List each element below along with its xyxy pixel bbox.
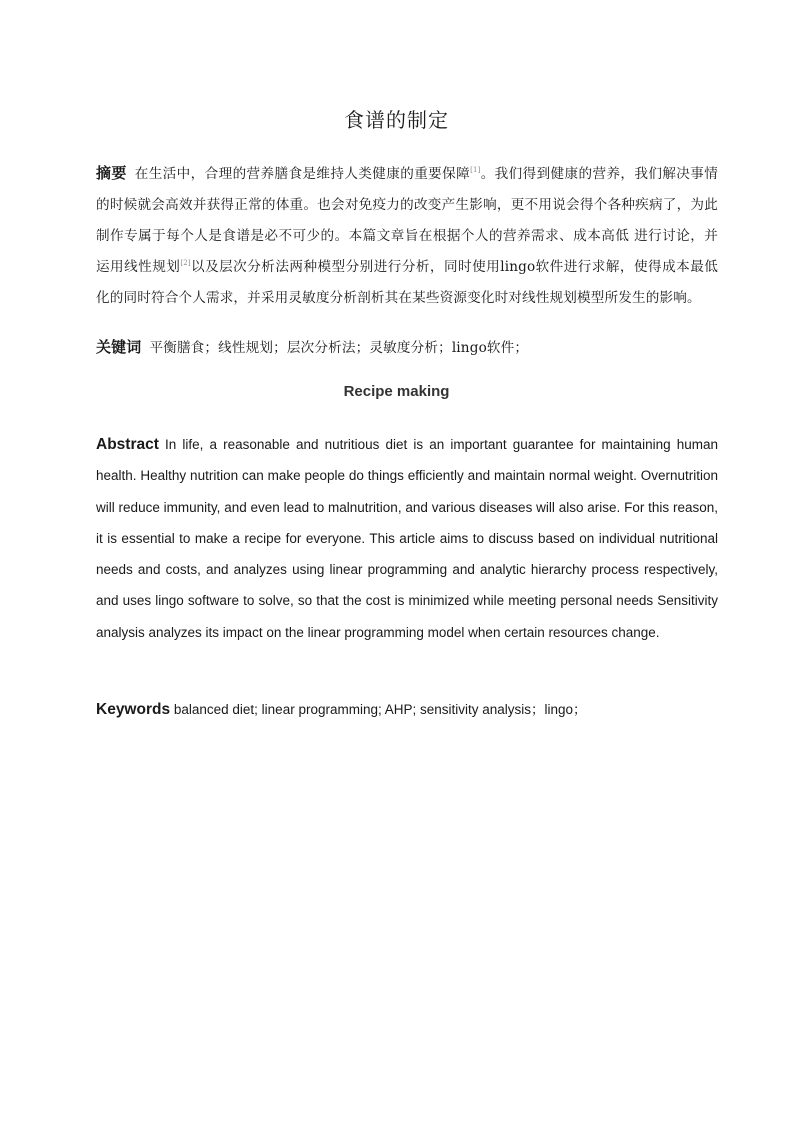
english-abstract xyxy=(96,429,718,648)
english-keywords-text: balanced diet; linear programming; AHP; sensitivity analysis；lingo； xyxy=(173,702,587,717)
chinese-abstract-text-2: 。我们得到健康的营养，我们解决事情的时候就会高效并获得正常的体重。也会对免疫力的改变产生影响，更不用说会得个各种疾病了，为此制作专属于每个人是食谱是必不可少的。本篇文章旨在根据个人的营养需求、成本高低 进行讨论，并运用线性规划 xyxy=(96,166,718,275)
english-keywords-label: Keywords xyxy=(96,701,171,718)
chinese-title: 食谱的制定 xyxy=(344,108,449,132)
chinese-abstract-label: 摘要 xyxy=(96,164,127,182)
english-abstract-label: Abstract xyxy=(96,436,159,453)
citation-ref-2: [2] xyxy=(180,259,191,267)
english-title: Recipe making xyxy=(343,383,450,400)
chinese-abstract-text-3: 以及层次分析法两种模型分别进行分析，同时使用lingo软件进行求解，使得成本最低化的同时符合个人需求，并采用灵敏度分析剖析其在某些资源变化时对线性规划模型所发生的影响。 xyxy=(96,259,718,306)
citation-ref-1: [1] xyxy=(470,166,481,174)
english-keywords xyxy=(96,694,718,725)
chinese-keywords-label: 关键词 xyxy=(96,338,142,356)
chinese-keywords xyxy=(96,332,718,364)
chinese-keywords-text: 平衡膳食；线性规划；层次分析法；灵敏度分析；lingo软件； xyxy=(149,340,529,356)
chinese-abstract xyxy=(96,158,718,314)
english-abstract-text: In life, a reasonable and nutritious diet is an important guarantee for maintaining human health. Healthy nutrition can make people do things efficiently and maintain normal weight. Overnutrition will reduce immunity, and even lead to malnutrition, and various diseases will also arise. For this reason, it is essential to make a recipe for everyone. This article aims to discuss based on individual nutritional needs and costs, and analyzes using linear programming and analytic hierarchy process respectively, and uses lingo software to solve, so that the cost is minimized while meeting personal needs Sensitivity analysis analyzes its impact on the linear programming model when certain resources change. xyxy=(96,437,718,640)
chinese-abstract-text-1: 在生活中，合理的营养膳食是维持人类健康的重要保障 xyxy=(134,166,471,182)
